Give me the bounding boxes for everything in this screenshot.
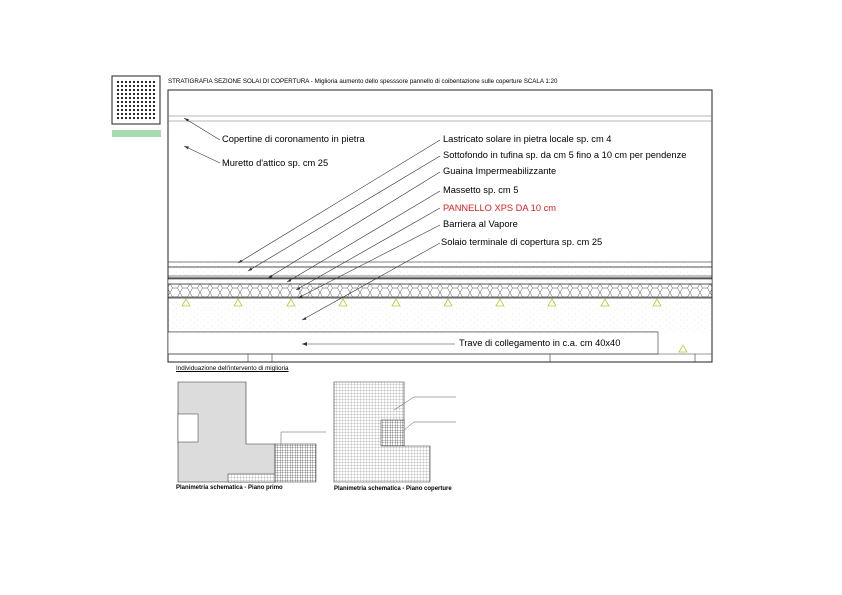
layer-screed (168, 279, 712, 284)
legend-green-bar (112, 130, 161, 137)
layer-tufa-screed (168, 267, 712, 276)
plan-caption-roof: Planimetria schematica - Piano coperture (334, 486, 452, 492)
label-paving: Lastricato solare in pietra locale sp. cm 4 (443, 134, 612, 144)
label-xps-panel: PANNELLO XPS DA 10 cm (443, 203, 556, 213)
label-screed: Massetto sp. cm 5 (443, 185, 519, 195)
improvement-area (381, 420, 404, 446)
plan-first-floor (178, 382, 326, 482)
layer-slab (168, 298, 712, 332)
layer-xps-panel (168, 284, 712, 297)
label-tufa-screed: Sottofondo in tufina sp. da cm 5 fino a 10 cm per pendenze (443, 150, 687, 160)
plan-roof (334, 382, 456, 482)
label-slab: Solaio terminale di copertura sp. cm 25 (441, 237, 603, 247)
label-vapour-barrier: Barriera al Vapore (443, 219, 518, 229)
label-parapet-wall: Muretto d'attico sp. cm 25 (222, 158, 329, 168)
legend-dot-swatch (112, 76, 160, 124)
improvement-heading: Individuazione dell'intervento di miglioria (176, 365, 289, 372)
plan-caption-first-floor: Planimetria schematica - Piano primo (176, 485, 283, 491)
section-title: STRATIGRAFIA SEZIONE SOLAI DI COPERTURA - Miglioria aumento dello spesssore pannello di coibentazione sulle coperture SCALA 1:20 (168, 78, 558, 85)
label-beam: Trave di collegamento in c.a. cm 40x40 (459, 338, 621, 348)
label-coping: Copertine di coronamento in pietra (222, 134, 365, 144)
label-membrane: Guaina Impermeabilizzante (443, 166, 557, 176)
layer-paving (168, 262, 712, 267)
improvement-area (275, 444, 316, 482)
